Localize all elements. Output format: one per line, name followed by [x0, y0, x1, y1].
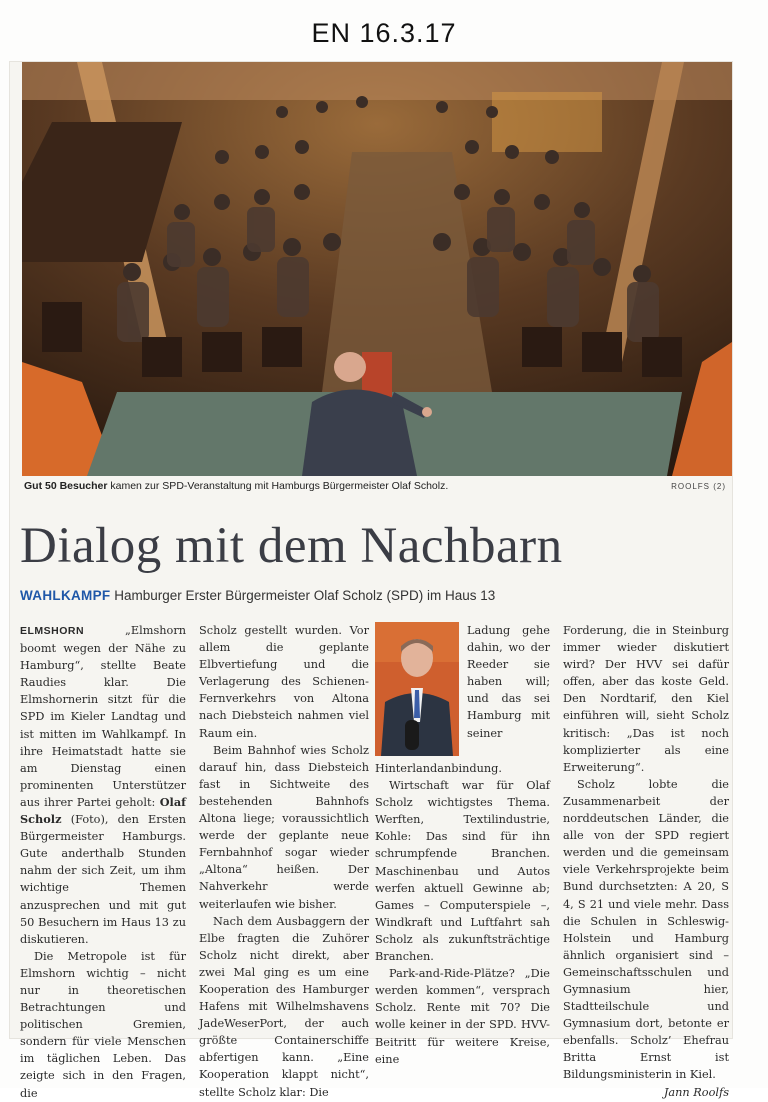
col4-paragraph-2: Scholz lobte die Zusammenarbeit der norddeutschen Länder, die alle von der SPD regiert werden und die gemeinsam viele Verkehrsprojekte beim Bund durchsetzten: A 20, S 4, S 21 und viele mehr. Dass die Schulen in Schleswig-Holstein und Hamburg ähnlich organisiert sind – Gemeinschaftsschulen und Gymnasium hier, Stadtteilschule und Gymnasium dort, betonte er ebenfalls. Scholz’ Ehefrau Britta Ernst ist Bildungsministerin in Kiel. — [563, 777, 729, 1082]
article-column-3 — [375, 622, 550, 1068]
photo-credit: ROOLFS (2) — [671, 482, 726, 491]
col2-paragraph-2: Beim Bahnhof wies Scholz darauf hin, dass Diebsteich fast in Sichtweite des bestehenden Bahnhofs Altona liege; voraussichtlich werde der geplante neue Fernbahnhof sogar wieder „Altona“ heißen. Der Nahverkehr werde weiterlaufen wie bisher. — [199, 743, 369, 911]
article-column-1 — [20, 622, 186, 1102]
article-column-4 — [563, 622, 729, 1101]
portrait-illustration — [375, 622, 459, 756]
article-kicker — [20, 588, 730, 603]
person-name-bold: Olaf Scholz — [20, 794, 186, 827]
photo-caption — [24, 480, 724, 498]
col2-paragraph-1: Scholz gestellt wurden. Vor allem die geplante Elbvertiefung und die Verlagerung des Schienen-Fernverkehrs von Altona nach Diebsteich nahmen viel Raum ein. — [199, 624, 369, 740]
kicker-text: Hamburger Erster Bürgermeister Olaf Scholz (SPD) im Haus 13 — [110, 588, 496, 603]
kicker-tag: WAHLKAMPF — [20, 588, 111, 603]
audience-photo-illustration — [22, 62, 732, 476]
event-photo — [22, 62, 732, 476]
col3-paragraph-1: Ladung gehe dahin, wo der Reeder sie haben will; und das sei Hamburg mit seiner Hinterlandanbindung. — [375, 624, 550, 775]
scholz-portrait — [375, 622, 459, 756]
article-column-2 — [199, 622, 369, 1101]
col1-paragraph-2: Die Metropole ist für Elmshorn wichtig – nicht nur in theoretischen Betrachtungen und politischen Gremien, sondern für viele Menschen im täglichen Leben. Das zeigte sich in den Fragen, die — [20, 949, 186, 1100]
col3-paragraph-3: Park-and-Ride-Plätze? „Die werden kommen“, versprach Scholz. Rente mit 70? Die wolle keiner in der SPD. HVV-Beitritt für weitere Kreise, eine — [375, 967, 550, 1066]
dateline: ELMSHORN — [20, 625, 85, 637]
col1-paragraph-1: „Elmshorn boomt wegen der Nähe zu Hamburg“, stellte Beate Raudies klar. Die Elmshornerin sitzt für die SPD im Kieler Landtag und ist mitten im Wahlkampf. In ihre Heimatstadt hatte sie am Dienstag einen prominenten Unterstützer aus ihrer Partei geholt: — [20, 624, 186, 809]
edition-date-label: EN 16.3.17 — [311, 18, 457, 48]
caption-bold: Gut 50 Besucher — [24, 480, 108, 492]
author-signature: Jann Roolfs — [663, 1085, 729, 1099]
col1-paragraph-1-end: (Foto), den Ersten Bürgermeister Hamburgs. Gute anderthalb Stunden nahm der sich Zeit, um ihm wichtige Themen anzusprechen und mit gut 50 Besuchern im Haus 13 zu diskutieren. — [20, 813, 186, 946]
col2-paragraph-3: Nach dem Ausbaggern der Elbe fragten die Zuhörer Scholz nicht direkt, aber zwei Mal ging es um eine Kooperation des Hamburger Hafens mit Wilhelmshavens JadeWeserPort, der auch größte Containerschiffe abfertigen kann. „Eine Kooperation klappt nicht“, stellte Scholz klar: Die — [199, 914, 369, 1099]
col3-paragraph-2: Wirtschaft war für Olaf Scholz wichtigstes Thema. Werften, Textilindustrie, Kohle: Das sind für ihn schrumpfende Branchen. Maschinenbau und Autos werfen aktuell Gewinne ab; Games – Computerspiele –, Windkraft und Luftfahrt sah Scholz als zukunftsträchtige Branchen. — [375, 779, 550, 964]
col4-paragraph-1: Forderung, die in Steinburg immer wieder diskutiert wird? Der HVV sei dafür offen, aber das koste Geld. Den Nordtarif, den Kiel einführen will, sieht Scholz kritisch: „Das ist noch komplizierter als eine Erweiterung“. — [563, 624, 729, 774]
newspaper-clipping — [10, 62, 732, 1100]
article-headline: Dialog mit dem Nachbarn — [20, 518, 563, 574]
caption-text: kamen zur SPD-Veranstaltung mit Hamburgs Bürgermeister Olaf Scholz. — [107, 480, 449, 492]
